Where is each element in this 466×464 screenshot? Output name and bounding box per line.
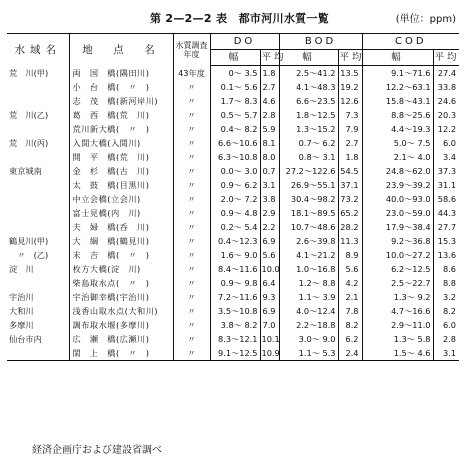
bod-range-cell: 4.1～48.3 — [279, 80, 338, 94]
bod-avg-cell: 7.8 — [338, 304, 362, 318]
bod-range-cell: 1.8～12.5 — [279, 108, 338, 122]
bod-range-cell: 30.4～98.2 — [279, 192, 338, 206]
area-cell: 荒 川(甲) — [9, 67, 49, 78]
do-range-cell: 0.0～ 3.0 — [210, 164, 260, 178]
cod-range-cell: 9.1～71.6 — [362, 66, 433, 81]
bod-range-cell: 2.5～41.2 — [279, 66, 338, 81]
cod-range-cell: 2.9～11.0 — [362, 318, 433, 332]
point-cell: 志 茂 橋(新河岸川) — [69, 94, 173, 108]
table-row — [7, 248, 459, 262]
do-avg-cell: 10.9 — [260, 346, 279, 361]
header-cod-range: 幅 — [362, 50, 433, 66]
season-cell: 〃 — [173, 234, 210, 248]
cod-range-cell: 8.8～25.6 — [362, 108, 433, 122]
do-avg-cell: 7.0 — [260, 318, 279, 332]
bod-avg-cell: 6.2 — [338, 332, 362, 346]
table-row — [7, 290, 459, 304]
do-avg-cell: 4.6 — [260, 94, 279, 108]
point-cell: 葛 西 橋(荒 川) — [69, 108, 173, 122]
cod-avg-cell: 8.8 — [433, 276, 459, 290]
bod-range-cell: 6.6～23.5 — [279, 94, 338, 108]
cod-range-cell: 1.3～ 5.8 — [362, 332, 433, 346]
do-avg-cell: 6.4 — [260, 276, 279, 290]
table-row — [7, 332, 459, 346]
season-cell: 〃 — [173, 192, 210, 206]
bod-avg-cell: 2.1 — [338, 290, 362, 304]
cod-range-cell: 9.2～36.8 — [362, 234, 433, 248]
season-cell: 〃 — [173, 94, 210, 108]
header-point: 地 点 名 — [69, 34, 173, 66]
season-cell: 〃 — [173, 304, 210, 318]
area-cell: 東京城南 — [9, 166, 42, 176]
cod-range-cell: 15.8～43.1 — [362, 94, 433, 108]
do-range-cell: 1.7～ 8.3 — [210, 94, 260, 108]
table-row — [7, 234, 459, 248]
bod-range-cell: 27.2～122.6 — [279, 164, 338, 178]
bod-avg-cell: 2.7 — [338, 136, 362, 150]
bod-avg-cell: 54.5 — [338, 164, 362, 178]
area-cell: 多摩川 — [9, 320, 34, 330]
bod-avg-cell: 12.6 — [338, 94, 362, 108]
source-note: 経済企画庁および建設省調べ — [32, 445, 162, 456]
table-title: 第 2—2—2 表 都市河川水質一覧 — [150, 12, 330, 25]
cod-range-cell: 40.0～93.0 — [362, 192, 433, 206]
bod-range-cell: 1.3～15.2 — [279, 122, 338, 136]
cod-range-cell: 24.8～62.0 — [362, 164, 433, 178]
season-cell: 〃 — [173, 332, 210, 346]
do-range-cell: 0.9～ 9.8 — [210, 276, 260, 290]
do-range-cell: 8.4～11.6 — [210, 262, 260, 276]
cod-avg-cell: 27.4 — [433, 66, 459, 81]
do-avg-cell: 6.9 — [260, 304, 279, 318]
header-do-avg: 平均 — [260, 50, 279, 66]
area-cell: 荒 川(丙) — [9, 138, 49, 148]
cod-avg-cell: 20.3 — [433, 108, 459, 122]
cod-avg-cell: 6.0 — [433, 136, 459, 150]
bod-range-cell: 1.1～ 5.3 — [279, 346, 338, 361]
area-cell — [7, 178, 69, 192]
point-cell: 中立会橋(立会川) — [69, 192, 173, 206]
cod-range-cell: 1.3～ 9.2 — [362, 290, 433, 304]
table-body — [7, 66, 459, 361]
point-cell: 大 綱 橋(鶴見川) — [69, 234, 173, 248]
area-cell — [7, 94, 69, 108]
table-row — [7, 178, 459, 192]
table-row — [7, 80, 459, 94]
cod-range-cell: 1.5～ 4.6 — [362, 346, 433, 361]
season-cell: 〃 — [173, 80, 210, 94]
cod-range-cell: 10.0～27.2 — [362, 248, 433, 262]
bod-avg-cell: 73.2 — [338, 192, 362, 206]
do-range-cell: 0.9～ 6.2 — [210, 178, 260, 192]
bod-avg-cell: 65.2 — [338, 206, 362, 220]
do-range-cell: 7.2～11.6 — [210, 290, 260, 304]
bod-range-cell: 0.8～ 3.1 — [279, 150, 338, 164]
bod-range-cell: 4.0～12.4 — [279, 304, 338, 318]
do-range-cell: 0.9～ 4.8 — [210, 206, 260, 220]
point-cell: 閖 上 橋( 〃 ) — [69, 346, 173, 361]
bod-avg-cell: 8.2 — [338, 318, 362, 332]
cod-avg-cell: 6.0 — [433, 318, 459, 332]
do-avg-cell: 8.0 — [260, 150, 279, 164]
cod-avg-cell: 58.6 — [433, 192, 459, 206]
do-avg-cell: 9.3 — [260, 290, 279, 304]
do-range-cell: 3.8～ 8.2 — [210, 318, 260, 332]
bod-range-cell: 2.6～39.8 — [279, 234, 338, 248]
bod-range-cell: 0.7～ 6.2 — [279, 136, 338, 150]
bod-range-cell: 18.1～89.5 — [279, 206, 338, 220]
do-range-cell: 9.1～12.5 — [210, 346, 260, 361]
do-range-cell: 0.2～ 5.4 — [210, 220, 260, 234]
header-bod-range: 幅 — [279, 50, 338, 66]
table-row — [7, 94, 459, 108]
do-avg-cell: 8.1 — [260, 136, 279, 150]
point-cell: 富士見橋(内 川) — [69, 206, 173, 220]
header-area: 水域名 — [7, 34, 69, 66]
bod-avg-cell: 11.3 — [338, 234, 362, 248]
area-cell — [7, 276, 69, 290]
unit-label: (単位：ppm) — [395, 14, 456, 25]
cod-avg-cell: 12.2 — [433, 122, 459, 136]
cod-range-cell: 4.4～19.3 — [362, 122, 433, 136]
cod-avg-cell: 3.1 — [433, 346, 459, 361]
bod-avg-cell: 4.2 — [338, 276, 362, 290]
do-range-cell: 3.5～10.8 — [210, 304, 260, 318]
do-avg-cell: 10.1 — [261, 334, 280, 344]
cod-range-cell: 17.9～38.4 — [362, 220, 433, 234]
do-avg-cell: 3.1 — [260, 178, 279, 192]
season-cell: 43年度 — [173, 66, 210, 81]
bod-range-cell: 4.1～21.2 — [279, 248, 338, 262]
point-cell: 浅香山取水点(大和川) — [69, 304, 173, 318]
bod-range-cell: 1.2～ 8.8 — [279, 276, 338, 290]
cod-range-cell: 5.0～ 7.5 — [362, 136, 433, 150]
season-cell: 〃 — [173, 206, 210, 220]
bod-avg-cell: 28.2 — [338, 220, 362, 234]
area-cell — [7, 80, 69, 94]
header-season: 水質調査年度 — [173, 34, 210, 66]
bod-avg-cell: 8.9 — [338, 248, 362, 262]
area-cell: 〃 (乙) — [9, 250, 49, 260]
do-range-cell: 0.4～ 8.2 — [210, 122, 260, 136]
bod-avg-cell: 5.6 — [338, 262, 362, 276]
do-avg-cell: 5.6 — [260, 248, 279, 262]
do-range-cell: 0.5～ 5.7 — [210, 108, 260, 122]
table-row — [7, 66, 459, 81]
cod-range-cell: 2.5～22.7 — [362, 276, 433, 290]
area-cell: 大和川 — [9, 306, 34, 316]
table-row — [7, 304, 459, 318]
do-avg-cell: 0.7 — [260, 164, 279, 178]
cod-avg-cell: 33.8 — [433, 80, 459, 94]
cod-avg-cell: 3.2 — [433, 290, 459, 304]
point-cell: 枚方大橋(淀 川) — [69, 262, 173, 276]
area-cell — [7, 150, 69, 164]
area-cell: 荒 川(乙) — [9, 110, 49, 120]
cod-range-cell: 12.2～63.1 — [362, 80, 433, 94]
do-avg-cell: 1.8 — [260, 66, 279, 81]
do-avg-cell: 10.0 — [261, 264, 280, 274]
season-cell: 〃 — [173, 150, 210, 164]
do-range-cell: 6.3～10.8 — [210, 150, 260, 164]
point-cell: 柴島取水点( 〃 ) — [69, 276, 173, 290]
area-cell — [7, 346, 69, 361]
do-avg-cell: 2.7 — [260, 80, 279, 94]
bod-range-cell: 2.2～18.8 — [279, 318, 338, 332]
do-avg-cell: 3.8 — [260, 192, 279, 206]
bod-avg-cell: 7.9 — [338, 122, 362, 136]
area-cell — [7, 206, 69, 220]
cod-avg-cell: 15.3 — [433, 234, 459, 248]
do-range-cell: 6.6～10.6 — [210, 136, 260, 150]
header-do: DO — [210, 34, 279, 50]
point-cell: 小 台 橋( 〃 ) — [69, 80, 173, 94]
cod-avg-cell: 2.8 — [433, 332, 459, 346]
season-cell: 〃 — [173, 108, 210, 122]
table-row — [7, 122, 459, 136]
point-cell: 調布取水堰(多摩川) — [69, 318, 173, 332]
table-row — [7, 206, 459, 220]
point-cell: 太 鼓 橋(目黒川) — [69, 178, 173, 192]
do-avg-cell: 5.9 — [260, 122, 279, 136]
area-cell — [7, 192, 69, 206]
do-range-cell: 8.3～12.1 — [210, 332, 260, 346]
table-row — [7, 136, 459, 150]
bod-avg-cell: 2.4 — [338, 346, 362, 361]
season-cell: 〃 — [173, 276, 210, 290]
point-cell: 広 瀬 橋(広瀬川) — [69, 332, 173, 346]
bod-avg-cell: 7.3 — [338, 108, 362, 122]
do-avg-cell: 2.2 — [260, 220, 279, 234]
cod-avg-cell: 8.6 — [433, 262, 459, 276]
area-cell: 仙台市内 — [9, 334, 42, 344]
season-cell: 〃 — [173, 248, 210, 262]
cod-avg-cell: 13.6 — [433, 248, 459, 262]
point-cell: 夫 婦 橋(呑 川) — [69, 220, 173, 234]
do-avg-cell: 6.9 — [260, 234, 279, 248]
season-cell: 〃 — [173, 178, 210, 192]
table-row — [7, 262, 459, 276]
cod-range-cell: 2.1～ 4.0 — [362, 150, 433, 164]
cod-avg-cell: 24.6 — [433, 94, 459, 108]
cod-range-cell: 23.9～39.2 — [362, 178, 433, 192]
season-cell: 〃 — [173, 262, 210, 276]
header-bod-avg: 平均 — [338, 50, 362, 66]
bod-avg-cell: 1.8 — [338, 150, 362, 164]
bod-avg-cell: 19.2 — [338, 80, 362, 94]
bod-range-cell: 3.0～ 9.0 — [279, 332, 338, 346]
bod-range-cell: 1.1～ 3.9 — [279, 290, 338, 304]
table-row — [7, 108, 459, 122]
cod-avg-cell: 3.4 — [433, 150, 459, 164]
table-row — [7, 164, 459, 178]
header-bod: BOD — [279, 34, 362, 50]
bod-range-cell: 10.7～48.6 — [279, 220, 338, 234]
table-row — [7, 276, 459, 290]
area-cell — [7, 220, 69, 234]
do-range-cell: 0.1～ 5.6 — [210, 80, 260, 94]
area-cell — [7, 122, 69, 136]
table-title-bar — [0, 10, 466, 26]
point-cell: 宇治御幸橋(宇治川) — [69, 290, 173, 304]
header-row-1 — [7, 34, 459, 50]
point-cell: 末 吉 橋( 〃 ) — [69, 248, 173, 262]
table-row — [7, 220, 459, 234]
season-cell: 〃 — [173, 346, 210, 361]
season-cell: 〃 — [173, 164, 210, 178]
do-avg-cell: 2.8 — [260, 108, 279, 122]
cod-avg-cell: 31.1 — [433, 178, 459, 192]
header-cod: COD — [362, 34, 459, 50]
do-range-cell: 1.6～ 9.0 — [210, 248, 260, 262]
season-cell: 〃 — [173, 290, 210, 304]
area-cell: 宇治川 — [9, 292, 34, 302]
season-cell: 〃 — [173, 122, 210, 136]
point-cell: 入間大橋(入間川) — [69, 136, 173, 150]
point-cell: 荒川新大橋( 〃 ) — [69, 122, 173, 136]
header-cod-avg: 平均 — [433, 50, 459, 66]
cod-range-cell: 23.0～59.0 — [362, 206, 433, 220]
bod-range-cell: 1.0～16.8 — [279, 262, 338, 276]
do-range-cell: 0～ 3.5 — [210, 66, 260, 81]
season-cell: 〃 — [173, 318, 210, 332]
water-quality-table — [7, 33, 459, 361]
cod-range-cell: 6.2～12.5 — [362, 262, 433, 276]
do-avg-cell: 2.9 — [260, 206, 279, 220]
season-cell: 〃 — [173, 220, 210, 234]
header-do-range: 幅 — [210, 50, 260, 66]
table-row — [7, 318, 459, 332]
bod-avg-cell: 13.5 — [338, 66, 362, 81]
do-range-cell: 0.4～12.3 — [210, 234, 260, 248]
bod-range-cell: 26.9～55.1 — [279, 178, 338, 192]
cod-avg-cell: 27.7 — [433, 220, 459, 234]
area-cell: 淀 川 — [9, 264, 34, 274]
point-cell: 金 杉 橋(古 川) — [69, 164, 173, 178]
cod-avg-cell: 37.3 — [433, 164, 459, 178]
point-cell: 開 平 橋(荒 川) — [69, 150, 173, 164]
cod-avg-cell: 8.2 — [433, 304, 459, 318]
table-row — [7, 346, 459, 361]
table-row — [7, 192, 459, 206]
area-cell: 鶴見川(甲) — [9, 236, 49, 246]
cod-avg-cell: 44.3 — [433, 206, 459, 220]
point-cell: 両 国 橋(隅田川) — [69, 66, 173, 81]
cod-range-cell: 4.7～16.6 — [362, 304, 433, 318]
do-range-cell: 2.0～ 7.2 — [210, 192, 260, 206]
table-row — [7, 150, 459, 164]
season-cell: 〃 — [173, 136, 210, 150]
bod-avg-cell: 37.1 — [338, 178, 362, 192]
